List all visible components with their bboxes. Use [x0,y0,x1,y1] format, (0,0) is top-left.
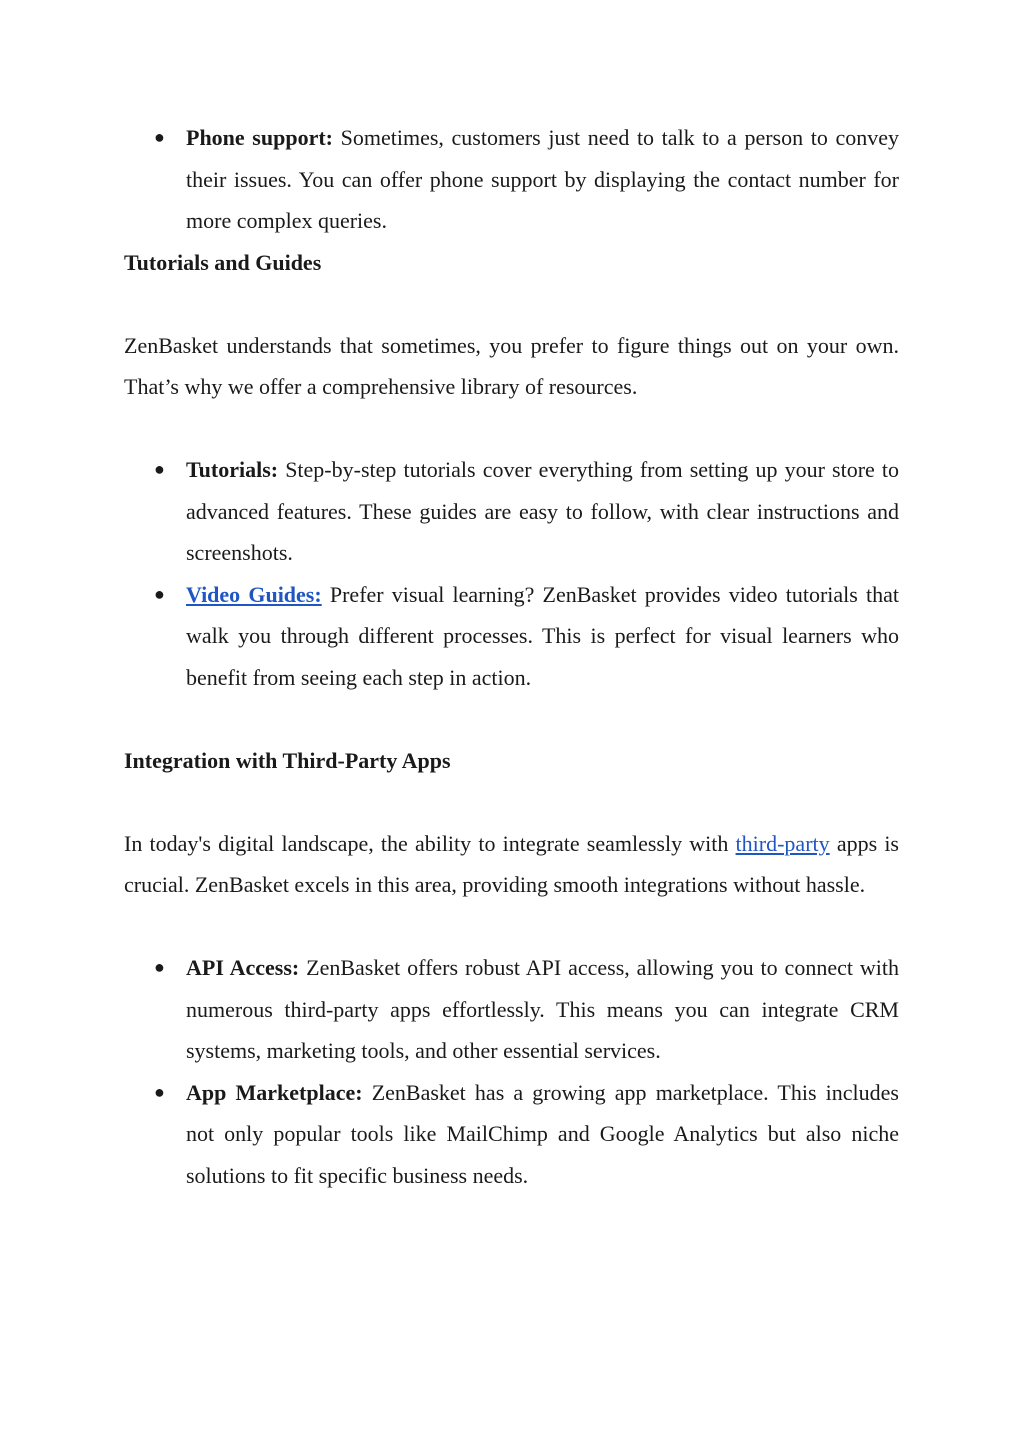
item-term: Phone support: [186,125,333,150]
video-guides-link[interactable]: Video Guides: [186,581,322,607]
list-item [124,449,899,574]
section-heading-tutorials: Tutorials and Guides [124,249,322,275]
section-heading-integration: Integration with Third-Party Apps [124,747,451,773]
bullet-icon: ● [154,957,165,977]
bullet-icon: ● [154,583,165,604]
spacer [124,781,899,823]
item-term: API Access: [186,955,300,980]
list-item [124,947,899,1072]
spacer [124,698,899,740]
item-text: ZenBasket offers robust API access, allowing you to connect with numerous third-party apps effortlessly. This means you can integrate CRM systems, marketing tools, and other essential services. [186,955,899,1063]
spacer [124,408,899,450]
integration-intro-paragraph [124,823,899,906]
item-text: Prefer visual learning? ZenBasket provides video tutorials that walk you through different processes. This is perfect for visual learners who benefit from seeing each step in action. [186,581,900,690]
list-item [124,1072,899,1197]
list-item [124,117,899,242]
tutorials-list [124,449,899,698]
third-party-link[interactable]: third-party [735,830,830,856]
bullet-icon: ● [154,1081,165,1102]
item-term: Tutorials: [186,457,279,482]
intro-text-after-link: apps is crucial. ZenBasket excels in this area, providing smooth integrations without hassle. [124,830,899,897]
document-page [124,117,899,1196]
spacer [124,906,899,948]
spacer [124,283,899,325]
phone-support-list [124,117,899,242]
item-text: ZenBasket has a growing app marketplace. This includes not only popular tools like MailChimp and Google Analytics but also niche solutions to fit specific business needs. [186,1079,899,1188]
item-text: Step-by-step tutorials cover everything from setting up your store to advanced features. These guides are easy to follow, with clear instructions and screenshots. [186,457,899,565]
item-term: App Marketplace: [186,1079,363,1105]
list-item [124,574,899,699]
bullet-icon: ● [154,127,165,147]
bullet-icon: ● [154,459,165,479]
tutorials-intro-paragraph: ZenBasket understands that sometimes, you prefer to figure things out on your own. That’s why we offer a comprehensive library of resources. [124,332,899,399]
integration-list [124,947,899,1196]
item-text: Sometimes, customers just need to talk to a person to convey their issues. You can offer phone support by displaying the contact number for more complex queries. [186,125,899,233]
intro-text-before-link: In today's digital landscape, the ability to integrate seamlessly with [124,830,736,856]
